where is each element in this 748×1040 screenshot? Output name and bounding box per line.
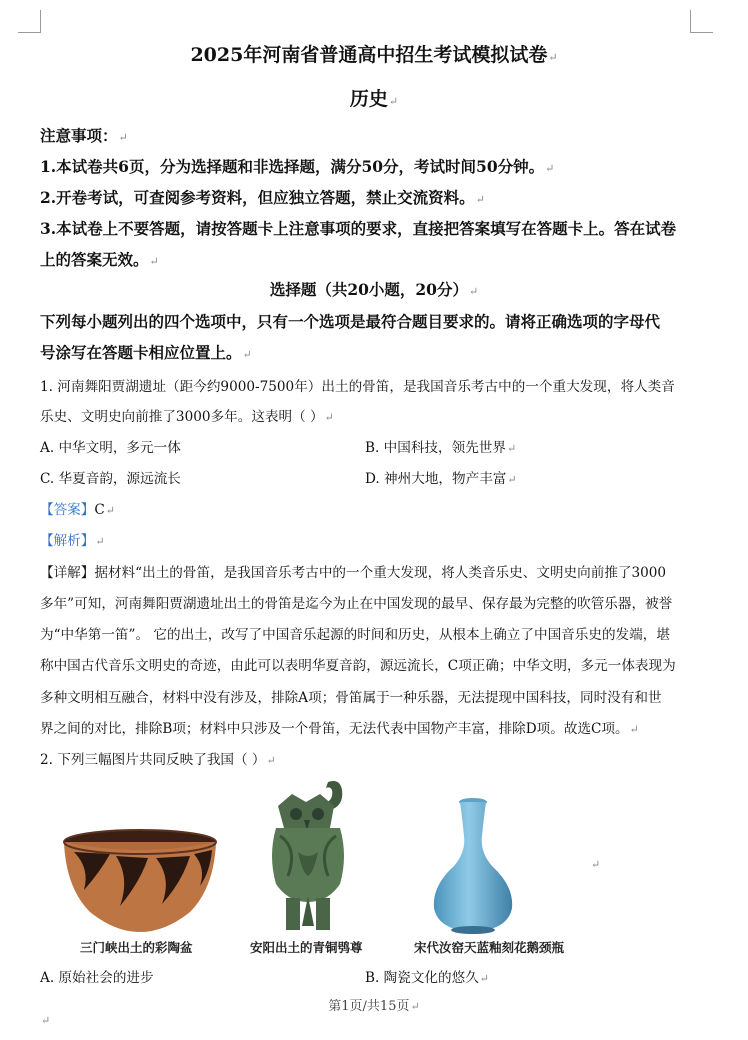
q2-option-a: A. 原始社会的进步 [40, 970, 154, 986]
q1-stem-1: 1. 河南舞阳贾湖遗址（距今约9000-7500年）出土的骨笛，是我国音乐考古中的一个重大发现，将人类音 [40, 379, 675, 395]
caption-bronze-owl: 安阳出土的青铜鸮尊 [250, 940, 363, 955]
q1-answer: 【答案】C↵ [40, 502, 115, 518]
q2-option-b: B. 陶瓷文化的悠久↵ [365, 970, 490, 986]
crop-mark-top-right [690, 10, 713, 33]
q1-option-a: A. 中华文明，多元一体 [40, 440, 181, 456]
painted-pottery-basin-image [60, 828, 220, 934]
subject-title: 历史↵ [349, 88, 399, 110]
q1-option-d: D. 神州大地，物产丰富↵ [365, 471, 517, 487]
bronze-owl-vessel-image [258, 776, 358, 936]
notice-item-3-cont: 上的答案无效。↵ [40, 250, 159, 269]
notice-item-3: 3.本试卷上不要答题，请按答题卡上注意事项的要求，直接把答案填写在答题卡上。答在试卷 [40, 219, 677, 238]
crop-mark-top-left [18, 10, 41, 33]
section-instruction-1: 下列每小题列出的四个选项中，只有一个选项是最符合题目要求的。请将正确选项的字母代 [40, 312, 661, 331]
section-instruction-2: 号涂写在答题卡相应位置上。↵ [40, 343, 252, 362]
q1-detail-1: 【详解】据材料“出土的骨笛，是我国音乐考古中的一个重大发现，将人类音乐史、文明史向前推了3000 [40, 565, 667, 581]
q1-detail-4: 称中国古代音乐文明史的奇迹，由此可以表明华夏音韵，源远流长，C项正确；中华文明，多元一体表现为 [40, 658, 676, 674]
q1-detail-2: 多年”可知，河南舞阳贾湖遗址出土的骨笛是迄今为止在中国发现的最早、保存最为完整的吹管乐器，被誉 [40, 596, 673, 612]
q1-option-b: B. 中国科技，领先世界↵ [365, 440, 517, 456]
caption-celadon-vase: 宋代汝窑天蓝釉刻花鹅颈瓶 [414, 940, 565, 955]
celadon-vase-image [428, 796, 518, 936]
notice-item-2: 2.开卷考试，可查阅参考资料，但应独立答题，禁止交流资料。↵ [40, 188, 485, 207]
q1-detail-3: 为“中华第一笛”。 它的出土，改写了中国音乐起源的时间和历史，从根本上确立了中国音乐史的发端，堪 [40, 627, 670, 643]
caption-pottery-basin: 三门峡出土的彩陶盆 [80, 940, 193, 955]
q2-stem: 2. 下列三幅图片共同反映了我国（ ）↵ [40, 752, 276, 768]
notice-heading: 注意事项：↵ [40, 126, 128, 145]
q1-detail-6: 界之间的对比，排除B项；材料中只涉及一个骨笛，无法代表中国物产丰富，排除D项。故选C项。↵ [40, 721, 639, 737]
exam-title: 2025年河南省普通高中招生考试模拟试卷↵ [190, 44, 558, 66]
page-footer: 第1页/共15页↵ [328, 999, 420, 1014]
q1-option-c: C. 华夏音韵，源远流长 [40, 471, 181, 487]
notice-item-1: 1.本试卷共6页，分为选择题和非选择题，满分50分，考试时间50分钟。↵ [40, 157, 555, 176]
section-title: 选择题（共20小题，20分）↵ [269, 280, 479, 299]
q1-detail-5: 多种文明相互融合，材料中没有涉及，排除A项；骨笛属于一种乐器，无法提现中国科技，同时没有和世 [40, 690, 662, 706]
q1-stem-2: 乐史、文明史向前推了3000多年。这表明（ ）↵ [40, 409, 334, 425]
q1-analysis: 【解析】↵ [40, 533, 105, 549]
